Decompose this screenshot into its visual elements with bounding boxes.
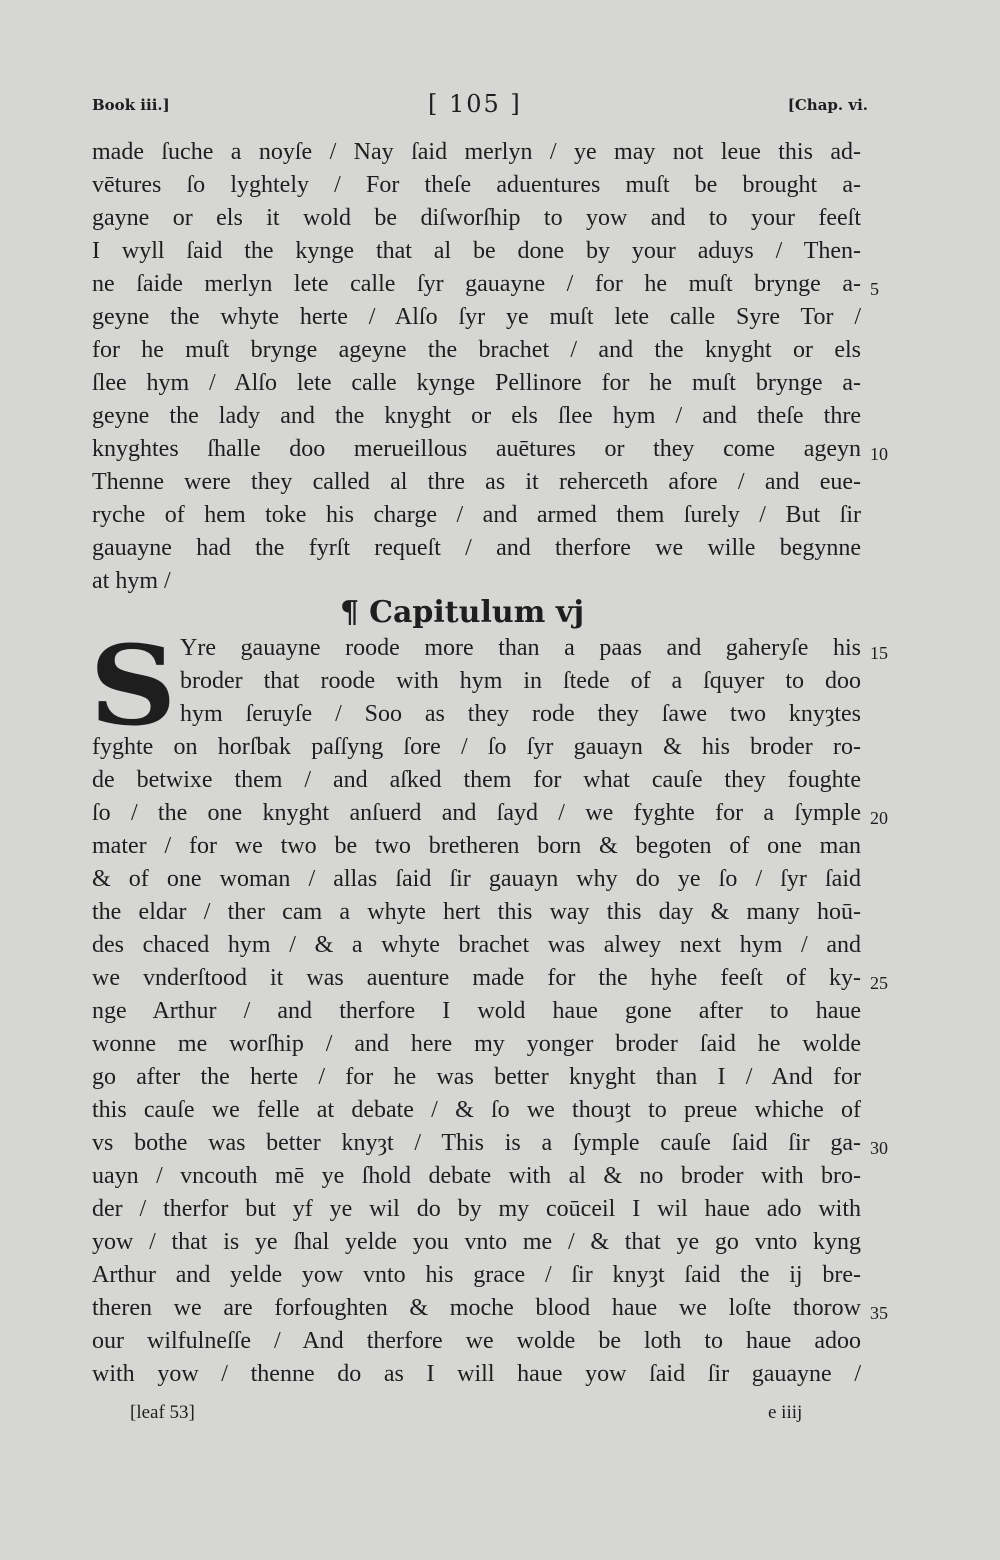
text-line: Thenne were they called al thre as it reherceth afore / and eue-	[92, 469, 861, 495]
page-header	[92, 90, 868, 120]
text-line: the eldar / ther cam a whyte hert this way this day & many hoū-	[92, 899, 861, 925]
text-line: ſlee hym / Alſo lete calle kynge Pellinore for he muſt brynge a-	[92, 370, 861, 396]
line-number: 30	[870, 1138, 888, 1158]
text-line: uayn / vncouth mē ye ſhold debate with al & no broder with bro-	[92, 1163, 861, 1189]
text-line: yow / that is ye ſhal yelde you vnto me / & that ye go vnto kyng	[92, 1229, 861, 1255]
text-line: de betwixe them / and aſked them for what cauſe they foughte	[92, 767, 861, 793]
text-line: gayne or els it wold be diſworſhip to yow and to your feeſt	[92, 205, 861, 231]
text-line: vs bothe was better knyȝt / This is a ſymple cauſe ſaid ſir ga-	[92, 1130, 861, 1156]
pilcrow-mark: ¶	[340, 595, 360, 630]
text-line: with yow / thenne do as I will haue yow ſaid ſir gauayne /	[92, 1361, 861, 1387]
line-number: 25	[870, 973, 888, 993]
text-line: I wyll ſaid the kynge that al be done by your aduys / Then-	[92, 238, 861, 264]
line-number: 15	[870, 643, 888, 663]
text-line: geyne the lady and the knyght or els ſlee hym / and theſe thre	[92, 403, 861, 429]
text-line: mater / for we two be two bretheren born & begoten of one man	[92, 833, 861, 859]
text-line: ſo / the one knyght anſuerd and ſayd / we fyghte for a ſymple	[92, 800, 861, 826]
drop-cap-initial: S	[89, 621, 177, 750]
book-label: Book iii.]	[92, 96, 170, 114]
leaf-marker: [leaf 53]	[130, 1402, 195, 1423]
text-line: our wilfulneſſe / And therfore we wolde be loth to haue adoo	[92, 1328, 861, 1354]
chapter-title: Capitulum vj	[369, 595, 585, 630]
text-line: theren we are forfoughten & moche blood haue we loſte thorow	[92, 1295, 861, 1321]
text-line: Arthur and yelde yow vnto his grace / ſir knyȝt ſaid the ij bre-	[92, 1262, 861, 1288]
text-line: knyghtes ſhalle doo merueillous auētures or they come ageyn	[92, 436, 861, 462]
text-line: ne ſaide merlyn lete calle ſyr gauayne / for he muſt brynge a-	[92, 271, 861, 297]
text-line: at hym /	[92, 568, 171, 594]
text-line: broder that roode with hym in ſtede of a ſquyer to doo	[180, 668, 861, 694]
text-line: vētures ſo lyghtely / For theſe aduentures muſt be brought a-	[92, 172, 861, 198]
line-number: 35	[870, 1303, 888, 1323]
text-line: made ſuche a noyſe / Nay ſaid merlyn / ye may not leue this ad-	[92, 139, 861, 165]
text-line: this cauſe we felle at debate / & ſo we thouȝt to preue whiche of	[92, 1097, 861, 1123]
text-line: for he muſt brynge ageyne the brachet / and the knyght or els	[92, 337, 861, 363]
text-line: go after the herte / for he was better knyght than I / And for	[92, 1064, 861, 1090]
line-number: 10	[870, 444, 888, 464]
signature-mark: e iiij	[768, 1402, 803, 1423]
page-number: [ 105 ]	[428, 90, 522, 118]
chapter-label: [Chap. vi.	[787, 96, 868, 114]
line-number: 5	[870, 279, 879, 299]
line-number: 20	[870, 808, 888, 828]
chapter-heading	[340, 590, 740, 636]
text-line: hym ſeruyſe / Soo as they rode they ſawe two knyȝtes	[180, 701, 861, 727]
text-line: fyghte on horſbak paſſyng ſore / ſo ſyr gauayn & his broder ro-	[92, 734, 861, 760]
text-line: der / therfor but yf ye wil do by my coūceil I wil haue ado with	[92, 1196, 861, 1222]
text-line: ryche of hem toke his charge / and armed them ſurely / But ſir	[92, 502, 861, 528]
text-line: & of one woman / allas ſaid ſir gauayn why do ye ſo / ſyr ſaid	[92, 866, 861, 892]
text-line: Yre gauayne roode more than a paas and gaheryſe his	[180, 635, 861, 661]
text-line: nge Arthur / and therfore I wold haue gone after to haue	[92, 998, 861, 1024]
text-line: wonne me worſhip / and here my yonger broder ſaid he wolde	[92, 1031, 861, 1057]
text-line: we vnderſtood it was auenture made for the hyhe feeſt of ky-	[92, 965, 861, 991]
text-line: gauayne had the fyrſt requeſt / and therfore we wille begynne	[92, 535, 861, 561]
text-line: des chaced hym / & a whyte brachet was alwey next hym / and	[92, 932, 861, 958]
text-line: geyne the whyte herte / Alſo ſyr ye muſt lete calle Syre Tor /	[92, 304, 861, 330]
